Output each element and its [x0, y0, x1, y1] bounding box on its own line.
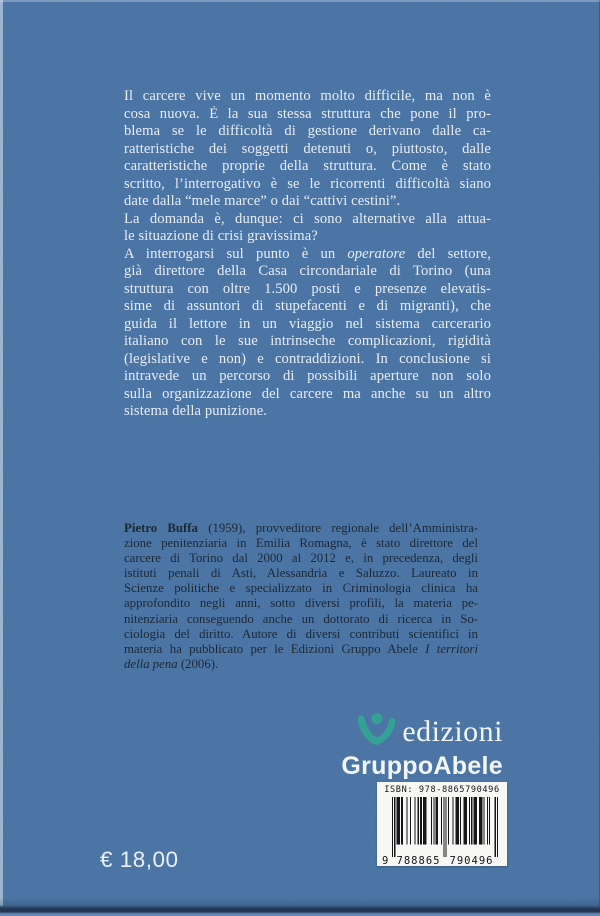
text-line: intravede un percorso di possibili aperture non solo: [124, 368, 491, 384]
text-line: carcere di Torino dal 2000 al 2012 e, in precedenza, degli: [124, 551, 478, 566]
text-line: (legislative e non) e contraddizioni. In conclusione si: [124, 350, 491, 367]
text-line: sistema della punizione.: [124, 403, 268, 419]
text-line: nitenziaria conseguendo anche un dottorato di ricerca in So-: [124, 611, 478, 626]
scan-edge-top: [0, 0, 600, 2]
barcode-digit-first: 9: [382, 855, 389, 867]
publisher-name: GruppoAbele: [341, 752, 503, 780]
scan-edge-bottom: [0, 898, 600, 916]
text-line: ciologia del diritto. Autore di diversi contributi scientifici in: [124, 626, 478, 641]
text-line: ratteristiche dei soggetti detenuti o, piuttosto, dalle: [124, 140, 491, 157]
text-line: scritto, l’interrogativo è se le ricorrenti difficoltà siano: [124, 175, 491, 192]
barcode-bars: [392, 797, 498, 857]
barcode-digits-left: 788865: [396, 855, 441, 867]
publisher-logo: [341, 712, 503, 779]
publisher-edizioni-label: edizioni: [402, 715, 503, 748]
publisher-logo-row: [341, 712, 503, 752]
text-line: Pietro Buffa (1959), provveditore regionale dell’Amministra-: [124, 521, 478, 535]
price-label: € 18,00: [100, 847, 179, 872]
text-line: già direttore della Casa circondariale di Torino (una: [124, 263, 491, 279]
text-line: blema se le difficoltà di gestione derivano dalle ca-: [124, 123, 491, 139]
author-bio: [124, 521, 478, 672]
text-line: materia ha pubblicato per le Edizioni Gruppo Abele I territori: [124, 641, 478, 656]
text-line: approfondito negli anni, sotto diversi profili, la materia pe-: [124, 596, 478, 611]
text-line: italiano con le sue intrinseche complicazioni, rigidità: [124, 333, 491, 349]
blurb-text: [124, 88, 491, 421]
text-line: zione penitenziaria in Emilia Romagna, è stato direttore del: [124, 536, 478, 551]
ean13-barcode: [382, 797, 498, 869]
text-line: caratteristiche proprie della struttura. Come è stato: [124, 158, 491, 174]
text-line: della pena (2006).: [124, 656, 219, 671]
text-line: struttura con oltre 1.500 posti e presenze elevatis-: [124, 280, 491, 297]
gruppo-abele-figure-icon: [358, 712, 395, 752]
text-line: Scienze politiche e specializzato in Criminologia clinica ha: [124, 581, 478, 596]
text-line: Il carcere vive un momento molto difficile, ma non è: [124, 88, 491, 104]
text-line: sulla organizzazione del carcere ma anche su un altro: [124, 385, 491, 402]
text-line: A interrogarsi sul punto è un operatore del settore,: [124, 245, 491, 262]
text-line: date dalla “mele marce” o dai “cattivi cestini”.: [124, 193, 401, 209]
text-line: istituti penali di Asti, Alessandria e Saluzzo. Laureato in: [124, 566, 478, 581]
text-line: sime di assuntori di stupefacenti e di migranti), che: [124, 298, 491, 314]
isbn-label: ISBN: 978-8865790496: [384, 785, 500, 795]
text-line: le situazione di crisi gravissima?: [124, 228, 318, 244]
text-line: cosa nuova. È la sua stessa struttura che pone il pro-: [124, 105, 491, 122]
barcode-digits-right: 790496: [449, 855, 494, 867]
isbn-barcode-panel: [377, 782, 507, 866]
text-line: La domanda è, dunque: ci sono alternative alla attua-: [124, 210, 491, 227]
text-line: guida il lettore in un viaggio nel sistema carcerario: [124, 315, 491, 332]
scan-edge-left: [0, 0, 3, 906]
